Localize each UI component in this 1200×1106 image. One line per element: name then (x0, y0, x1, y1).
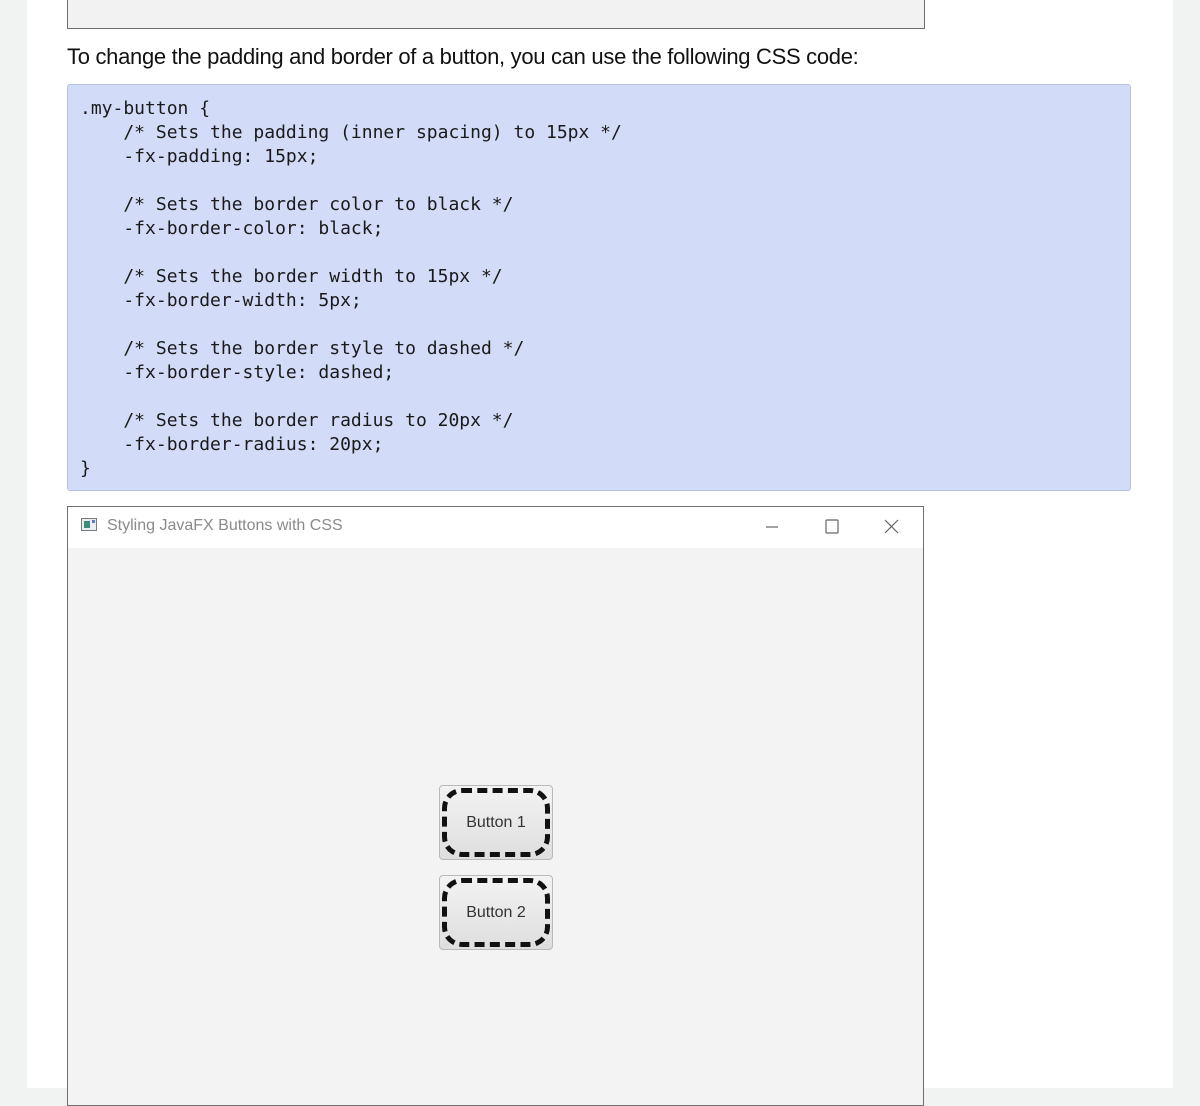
code-line: /* Sets the padding (inner spacing) to 15px */ (80, 122, 622, 143)
button-2[interactable] (439, 875, 553, 950)
code-block (67, 84, 1131, 491)
maximize-button[interactable] (802, 507, 862, 547)
button-2-label: Button 2 (466, 904, 526, 921)
code-line: /* Sets the border color to black */ (80, 194, 514, 215)
code-line: /* Sets the border radius to 20px */ (80, 410, 514, 431)
maximize-icon (822, 517, 842, 537)
code-line: -fx-border-radius: 20px; (80, 434, 384, 455)
window-title-bar[interactable] (68, 507, 923, 548)
code-line: -fx-padding: 15px; (80, 146, 319, 167)
close-button[interactable] (862, 507, 922, 547)
code-line: -fx-border-width: 5px; (80, 290, 362, 311)
code-line: .my-button { (80, 98, 211, 119)
minimize-icon (762, 517, 782, 537)
previous-screenshot-frame (67, 0, 925, 29)
intro-paragraph: To change the padding and border of a button, you can use the following CSS code: (67, 44, 859, 69)
code-line: /* Sets the border style to dashed */ (80, 338, 525, 359)
code-line: } (80, 458, 91, 479)
java-app-icon (81, 518, 97, 531)
button-1-label: Button 1 (466, 814, 526, 831)
javafx-app-window (67, 506, 924, 1106)
button-1[interactable] (439, 785, 553, 860)
code-line: -fx-border-color: black; (80, 218, 384, 239)
code-line: -fx-border-style: dashed; (80, 362, 395, 383)
close-icon (882, 517, 902, 537)
code-line: /* Sets the border width to 15px */ (80, 266, 503, 287)
minimize-button[interactable] (742, 507, 802, 547)
window-title: Styling JavaFX Buttons with CSS (107, 517, 343, 534)
article-page (27, 0, 1173, 1088)
